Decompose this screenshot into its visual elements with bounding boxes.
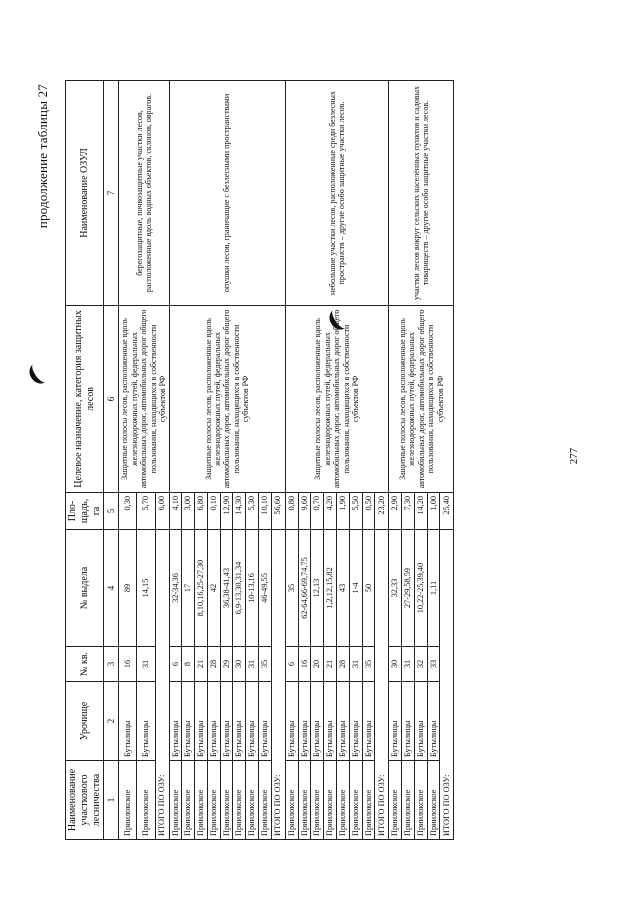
area-cell: 14,20 <box>414 493 427 530</box>
forestry-cell: Приилокское <box>311 761 324 840</box>
quarter-cell: 16 <box>298 647 311 682</box>
tract-cell: Бутылицы <box>233 682 246 761</box>
quarter-cell: 31 <box>246 647 259 682</box>
area-cell: 0,10 <box>207 493 220 530</box>
area-cell: 14,30 <box>233 493 246 530</box>
quarter-cell: 31 <box>402 647 415 682</box>
area-cell: 12,90 <box>220 493 233 530</box>
column-number: 3 <box>104 647 119 682</box>
area-cell: 0,70 <box>311 493 324 530</box>
forestry-cell: Приилокское <box>324 761 337 840</box>
tract-cell: Бутылицы <box>427 682 440 761</box>
forestry-cell: Приилокское <box>137 761 155 840</box>
forestry-cell: Приилокское <box>427 761 440 840</box>
tract-cell: Бутылицы <box>336 682 349 761</box>
section-cell: 8,10,16,25-27,30 <box>195 530 208 647</box>
quarter-cell: 28 <box>207 647 220 682</box>
tract-cell: Бутылицы <box>119 682 137 761</box>
area-cell: 3,00 <box>182 493 195 530</box>
quarter-cell: 35 <box>362 647 375 682</box>
tract-cell: Бутылицы <box>137 682 155 761</box>
tract-cell: Бутылицы <box>414 682 427 761</box>
tract-cell: Бутылицы <box>402 682 415 761</box>
section-cell: 50 <box>362 530 375 647</box>
section-cell: 12,13 <box>311 530 324 647</box>
quarter-cell: 21 <box>324 647 337 682</box>
tract-cell: Бутылицы <box>246 682 259 761</box>
quarter-cell: 32 <box>414 647 427 682</box>
forestry-cell: Приилокское <box>119 761 137 840</box>
area-cell: 56,60 <box>271 493 285 530</box>
area-cell: 9,60 <box>298 493 311 530</box>
table-row <box>119 81 137 840</box>
section-cell: 42 <box>207 530 220 647</box>
quarter-cell: 20 <box>311 647 324 682</box>
tract-cell: Бутылицы <box>349 682 362 761</box>
tract-cell: Бутылицы <box>195 682 208 761</box>
forestry-cell: Приилокское <box>285 761 298 840</box>
tract-cell: Бутылицы <box>182 682 195 761</box>
header-row <box>66 81 104 840</box>
table-row <box>285 81 298 840</box>
purpose-cell: Защитные полосы лесов, расположенные вдоль железнодорожных путей, федеральных автомобильных дорог, автомобильных дорог общего пользования, находящихся в собственности субъектов РФ <box>389 306 454 493</box>
column-number: 6 <box>104 306 119 493</box>
area-cell: 7,30 <box>402 493 415 530</box>
quarter-cell: 30 <box>233 647 246 682</box>
forestry-cell: Приилокское <box>182 761 195 840</box>
section-cell: 43 <box>336 530 349 647</box>
quarter-cell: 8 <box>182 647 195 682</box>
column-number: 2 <box>104 682 119 761</box>
forestry-cell: Приилокское <box>402 761 415 840</box>
area-cell: 5,30 <box>246 493 259 530</box>
area-cell: 25,40 <box>440 493 454 530</box>
tract-cell: Бутылицы <box>324 682 337 761</box>
column-numbers-row <box>104 81 119 840</box>
tract-cell: Бутылицы <box>389 682 402 761</box>
col-purpose-header: Целевое назначение, категория защитных лесов <box>66 306 104 493</box>
forestry-cell: Приилокское <box>389 761 402 840</box>
col-quarter-header: № кв. <box>66 647 104 682</box>
section-cell: 1,11 <box>427 530 440 647</box>
purpose-cell: Защитные полосы лесов, расположенные вдоль железнодорожных путей, федеральных автомобильных дорог, автомобильных дорог общего пользования, находящихся в собственности субъектов РФ <box>285 306 388 493</box>
total-label: ИТОГО ПО ОЗУ: <box>375 530 389 840</box>
section-cell: 62-64,66-69,74,75 <box>298 530 311 647</box>
table-row <box>169 81 182 840</box>
total-label: ИТОГО ПО ОЗУ: <box>271 530 285 840</box>
area-cell: 4,10 <box>169 493 182 530</box>
tract-cell: Бутылицы <box>362 682 375 761</box>
column-number: 7 <box>104 81 119 306</box>
total-label: ИТОГО ПО ОЗУ: <box>440 530 454 840</box>
area-cell: 0,50 <box>362 493 375 530</box>
quarter-cell: 21 <box>195 647 208 682</box>
area-cell: 23,20 <box>375 493 389 530</box>
section-cell: 32-34,36 <box>169 530 182 647</box>
section-cell: 27-29,58,59 <box>402 530 415 647</box>
section-cell: 10-13,16 <box>246 530 259 647</box>
col-ozu-header: Наименование ОЗУЛ <box>66 81 104 306</box>
forestry-cell: Приилокское <box>298 761 311 840</box>
area-cell: 5,50 <box>349 493 362 530</box>
section-cell: 1,2,12,15,82 <box>324 530 337 647</box>
hole-punch-mark <box>25 359 53 388</box>
section-cell: 17 <box>182 530 195 647</box>
forest-table <box>65 80 454 840</box>
col-area-header: Пло-щадь, га <box>66 493 104 530</box>
total-label: ИТОГО ПО ОЗУ: <box>155 530 169 840</box>
quarter-cell: 30 <box>389 647 402 682</box>
column-number: 4 <box>104 530 119 647</box>
ozu-cell: опушки лесов, граничащие с безлесными пространствами <box>169 81 285 306</box>
purpose-cell: Защитные полосы лесов, расположенные вдоль железнодорожных путей, федеральных автомобильных дорог, автомобильных дорог общего пользования, находящихся в собственности субъектов РФ <box>169 306 285 493</box>
tract-cell: Бутылицы <box>169 682 182 761</box>
col-section-header: № выдела <box>66 530 104 647</box>
area-cell: 10,10 <box>259 493 272 530</box>
ozu-cell: берегозащитные, почвозащитные участки лесов, расположенные вдоль водных объектов, склонов, оврагов. <box>119 81 169 306</box>
area-cell: 1,00 <box>427 493 440 530</box>
section-cell: 46-49,55 <box>259 530 272 647</box>
forestry-cell: Приилокское <box>233 761 246 840</box>
quarter-cell: 29 <box>220 647 233 682</box>
rotated-page <box>35 80 535 840</box>
quarter-cell: 33 <box>427 647 440 682</box>
section-cell: 10,22-25,39,40 <box>414 530 427 647</box>
section-cell: 36,38-41,43 <box>220 530 233 647</box>
column-number: 5 <box>104 493 119 530</box>
section-cell: 35 <box>285 530 298 647</box>
forestry-cell: Приилокское <box>207 761 220 840</box>
ozu-cell: небольшие участки лесов, расположенные среди безлесных пространств – другие особо защитные участки лесов. <box>285 81 388 306</box>
section-cell: 89 <box>119 530 137 647</box>
forestry-cell: Приилокское <box>362 761 375 840</box>
area-cell: 1,90 <box>336 493 349 530</box>
quarter-cell: 28 <box>336 647 349 682</box>
quarter-cell: 6 <box>285 647 298 682</box>
col-tract-header: Урочище <box>66 682 104 761</box>
area-cell: 0,30 <box>119 493 137 530</box>
forestry-cell: Приилокское <box>220 761 233 840</box>
forestry-cell: Приилокское <box>246 761 259 840</box>
forestry-cell: Приилокское <box>349 761 362 840</box>
table-body <box>119 81 454 840</box>
col-forestry-header: Наименование участкового лесничества <box>66 761 104 840</box>
forestry-cell: Приилокское <box>259 761 272 840</box>
quarter-cell: 31 <box>349 647 362 682</box>
purpose-cell: Защитные полосы лесов, расположенные вдоль железнодорожных путей, федеральных автомобильных дорог, автомобильных дорог общего пользования, находящихся в собственности субъектов РФ <box>119 306 169 493</box>
section-cell: 6,9-13,30,31,34 <box>233 530 246 647</box>
quarter-cell: 16 <box>119 647 137 682</box>
tract-cell: Бутылицы <box>285 682 298 761</box>
forestry-cell: Приилокское <box>414 761 427 840</box>
area-cell: 6,80 <box>195 493 208 530</box>
quarter-cell: 35 <box>259 647 272 682</box>
column-number: 1 <box>104 761 119 840</box>
forestry-cell: Приилокское <box>195 761 208 840</box>
quarter-cell: 31 <box>137 647 155 682</box>
quarter-cell: 6 <box>169 647 182 682</box>
tract-cell: Бутылицы <box>207 682 220 761</box>
tract-cell: Бутылицы <box>311 682 324 761</box>
page-number: 277 <box>568 447 580 465</box>
tract-cell: Бутылицы <box>259 682 272 761</box>
forestry-cell: Приилокское <box>169 761 182 840</box>
forestry-cell: Приилокское <box>336 761 349 840</box>
section-cell: 1-4 <box>349 530 362 647</box>
tract-cell: Бутылицы <box>298 682 311 761</box>
area-cell: 5,70 <box>137 493 155 530</box>
table-row <box>389 81 402 840</box>
table-caption: продолжение таблицы 27 <box>35 84 50 229</box>
area-cell: 0,80 <box>285 493 298 530</box>
area-cell: 2,90 <box>389 493 402 530</box>
section-cell: 14,15 <box>137 530 155 647</box>
ozu-cell: участки лесов вокруг сельских населённых пунктов и садовых товариществ – другие особо защитные участки лесов. <box>389 81 454 306</box>
area-cell: 4,20 <box>324 493 337 530</box>
area-cell: 6,00 <box>155 493 169 530</box>
section-cell: 32,33 <box>389 530 402 647</box>
tract-cell: Бутылицы <box>220 682 233 761</box>
